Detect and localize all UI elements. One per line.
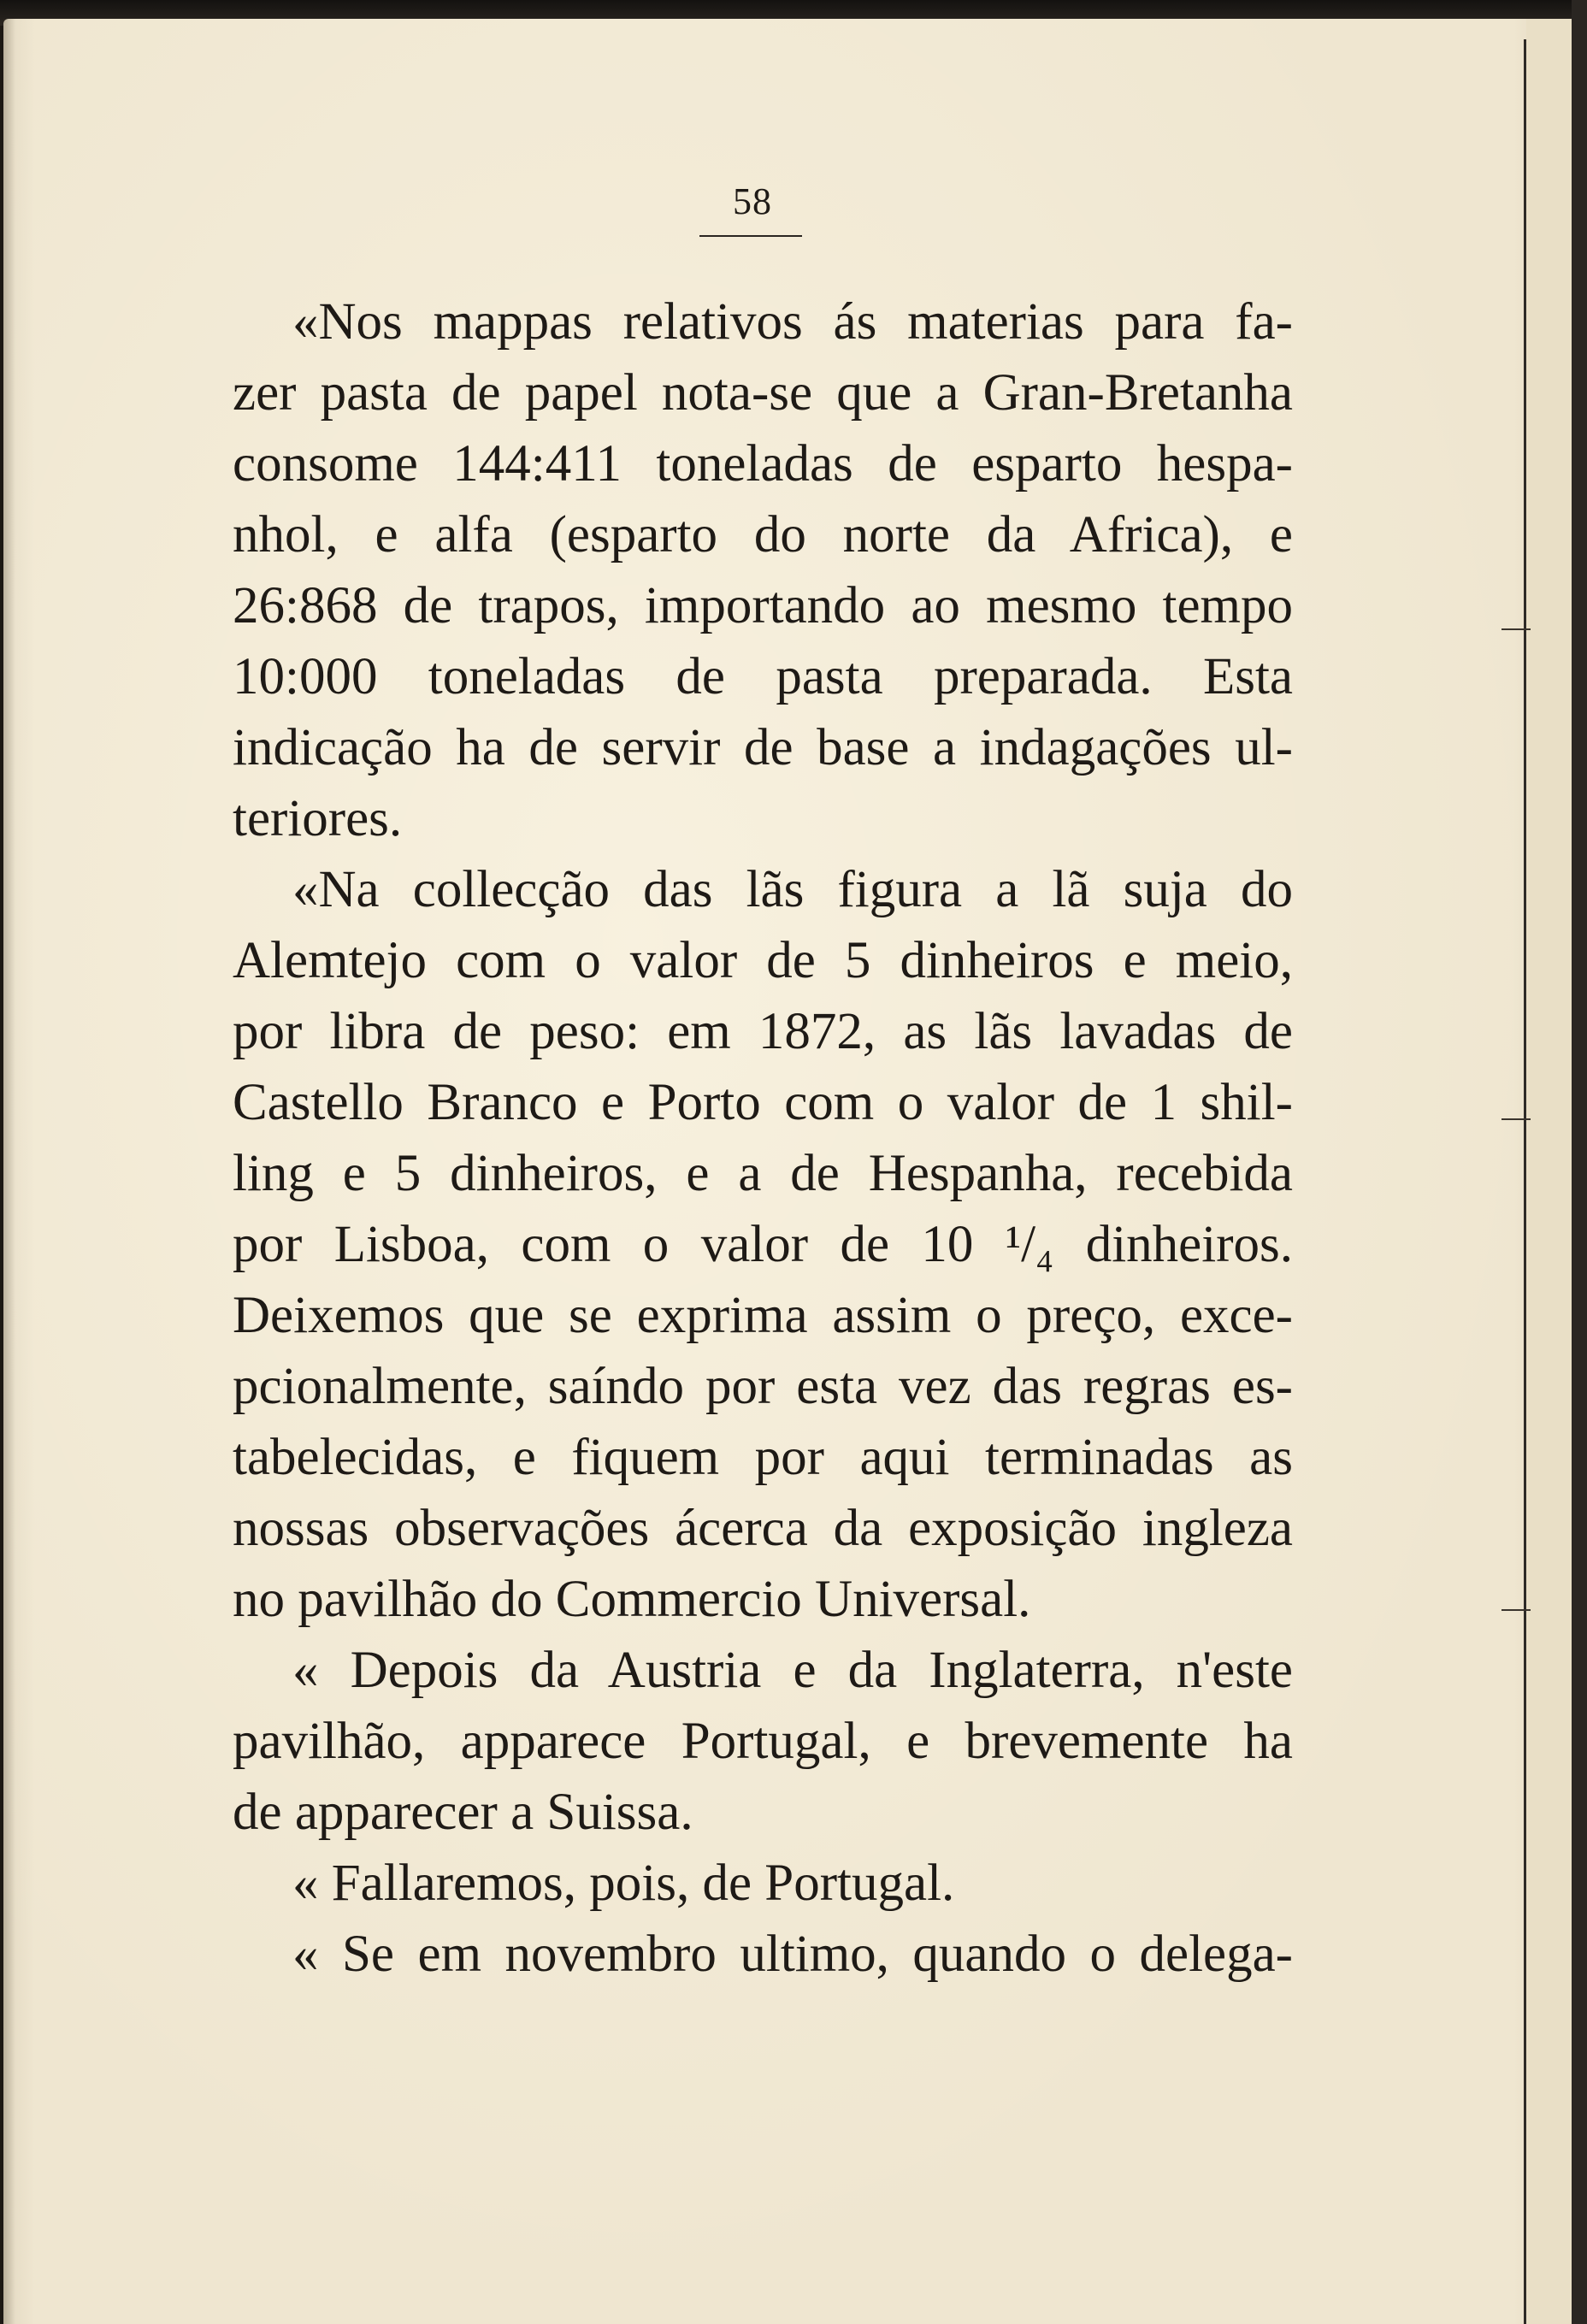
text-line: « Se em novembro ultimo, quando o delega- bbox=[292, 1926, 1293, 1983]
text-line: « Fallaremos, pois, de Portugal. bbox=[292, 1855, 955, 1912]
text-line: zer pasta de papel nota-se que a Gran-Bretanha bbox=[233, 364, 1293, 422]
text-line: Alemtejo com o valor de 5 dinheiros e meio, bbox=[233, 932, 1293, 989]
text-line: por Lisboa, com o valor de 10 ¹/₄ dinheiros. bbox=[233, 1216, 1293, 1273]
text-line: pavilhão, apparece Portugal, e brevemente ha bbox=[233, 1713, 1293, 1770]
text-line: tabelecidas, e fiquem por aqui terminadas as bbox=[233, 1429, 1293, 1486]
text-line: Deixemos que se exprima assim o preço, exce- bbox=[233, 1287, 1293, 1344]
edge-mark bbox=[1501, 1609, 1531, 1611]
text-line: pcionalmente, saíndo por esta vez das regras es- bbox=[233, 1358, 1293, 1415]
text-line: consome 144:411 toneladas de esparto hespa- bbox=[233, 435, 1293, 493]
text-line: « Depois da Austria e da Inglaterra, n'este bbox=[292, 1642, 1293, 1699]
page-number: 58 bbox=[733, 180, 772, 222]
scan-right-border bbox=[1572, 0, 1587, 2324]
page-number-rule bbox=[699, 235, 802, 237]
text-line: ling e 5 dinheiros, e a de Hespanha, recebida bbox=[233, 1145, 1293, 1202]
text-line: por libra de peso: em 1872, as lãs lavadas de bbox=[233, 1003, 1293, 1060]
edge-mark bbox=[1501, 1118, 1531, 1120]
text-line: nossas observações ácerca da exposição ingleza bbox=[233, 1500, 1293, 1557]
text-line: no pavilhão do Commercio Universal. bbox=[233, 1571, 1031, 1628]
text-line: indicação ha de servir de base a indagações ul- bbox=[233, 719, 1293, 776]
page-fold-line bbox=[1524, 39, 1526, 2324]
text-line: Castello Branco e Porto com o valor de 1 shil- bbox=[233, 1074, 1293, 1131]
text-line: 26:868 de trapos, importando ao mesmo tempo bbox=[233, 577, 1293, 634]
page-left-shadow bbox=[3, 19, 15, 2324]
text-line: «Nos mappas relativos ás materias para fa- bbox=[292, 293, 1293, 351]
text-line: nhol, e alfa (esparto do norte da Africa), e bbox=[233, 506, 1293, 563]
text-line: de apparecer a Suissa. bbox=[233, 1784, 693, 1841]
body-text bbox=[233, 286, 1293, 1990]
edge-mark bbox=[1501, 628, 1531, 630]
text-line: teriores. bbox=[233, 790, 403, 847]
text-line: «Na collecção das lãs figura a lã suja do bbox=[292, 861, 1293, 918]
text-line: 10:000 toneladas de pasta preparada. Esta bbox=[233, 648, 1293, 705]
